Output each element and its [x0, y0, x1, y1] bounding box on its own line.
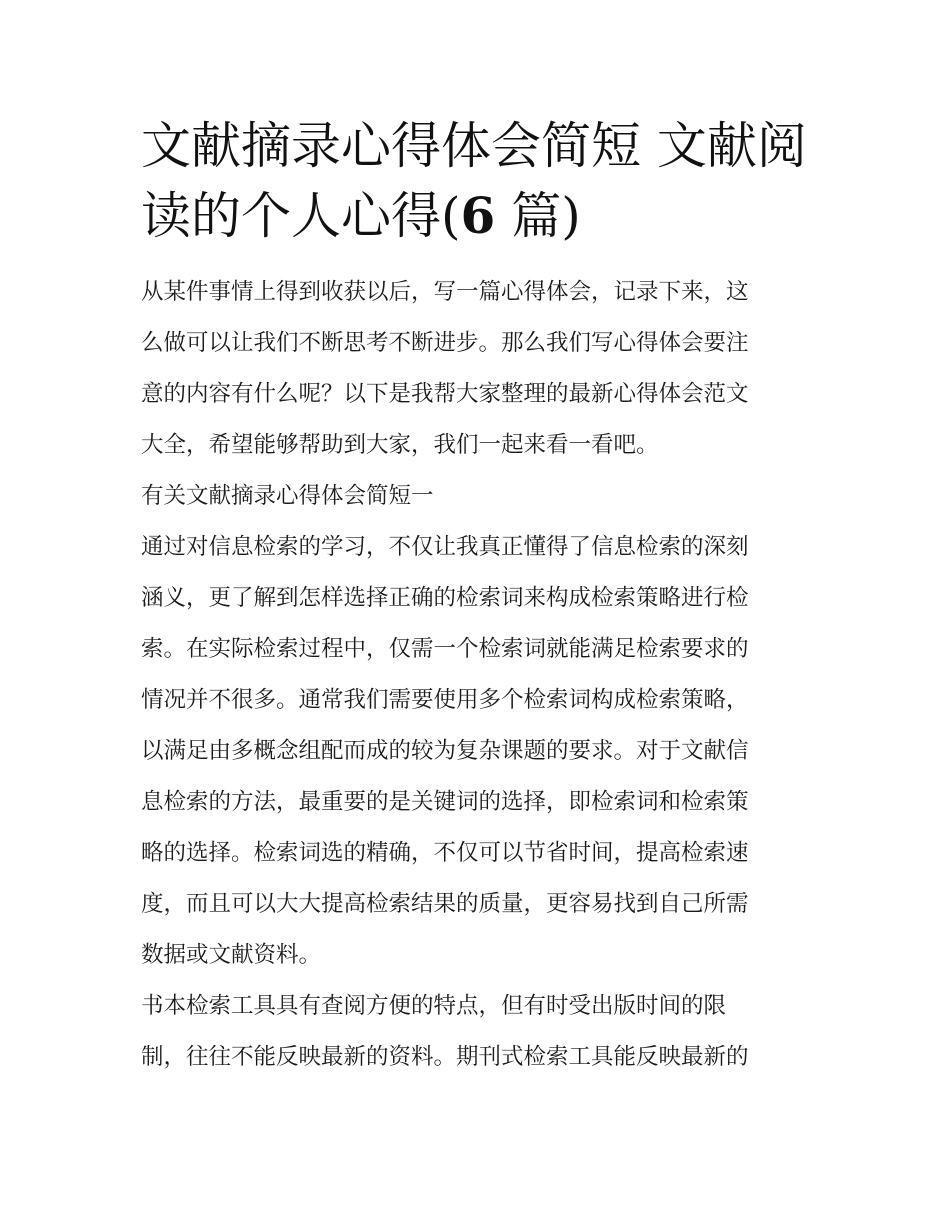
document-content	[141, 112, 813, 1083]
body-paragraph	[141, 522, 813, 981]
title-line-1: 文献摘录心得体会简短 文献阅	[141, 117, 807, 175]
body-line: 度，而且可以大大提高检索结果的质量，更容易找到自己所需	[141, 891, 749, 917]
title-line-2	[141, 181, 813, 251]
body-line: 索。在实际检索过程中，仅需一个检索词就能满足检索要求的	[141, 636, 749, 662]
intro-line: 从某件事情上得到收获以后，写一篇心得体会，记录下来，这	[141, 279, 749, 305]
body-line: 数据或文献资料。	[141, 942, 322, 968]
body-line: 书本检索工具具有查阅方便的特点，但有时受出版时间的限	[141, 993, 727, 1019]
section-heading: 有关文献摘录心得体会简短一	[141, 483, 434, 509]
second-body-paragraph	[141, 981, 813, 1083]
intro-line: 么做可以让我们不断思考不断进步。那么我们写心得体会要注	[141, 330, 749, 356]
title-text: 读的个人心得(	[141, 187, 461, 245]
body-line: 通过对信息检索的学习，不仅让我真正懂得了信息检索的深刻	[141, 534, 749, 560]
body-line: 略的选择。检索词选的精确，不仅可以节省时间，提高检索速	[141, 840, 749, 866]
body-line: 以满足由多概念组配而成的较为复杂课题的要求。对于文献信	[141, 738, 749, 764]
body-line: 制，往往不能反映最新的资料。期刊式检索工具能反映最新的	[141, 1044, 749, 1070]
body-line: 息检索的方法，最重要的是关键词的选择，即检索词和检索策	[141, 789, 749, 815]
intro-line: 意的内容有什么呢？以下是我帮大家整理的最新心得体会范文	[141, 381, 749, 407]
title-count: 6	[460, 186, 496, 245]
title-suffix: 篇)	[495, 187, 581, 245]
intro-line: 大全，希望能够帮助到大家，我们一起来看一看吧。	[141, 432, 659, 458]
body-line: 涵义，更了解到怎样选择正确的检索词来构成检索策略进行检	[141, 585, 749, 611]
document-title	[141, 112, 813, 251]
intro-paragraph	[141, 267, 813, 471]
body-line: 情况并不很多。通常我们需要使用多个检索词构成检索策略，	[141, 687, 749, 713]
